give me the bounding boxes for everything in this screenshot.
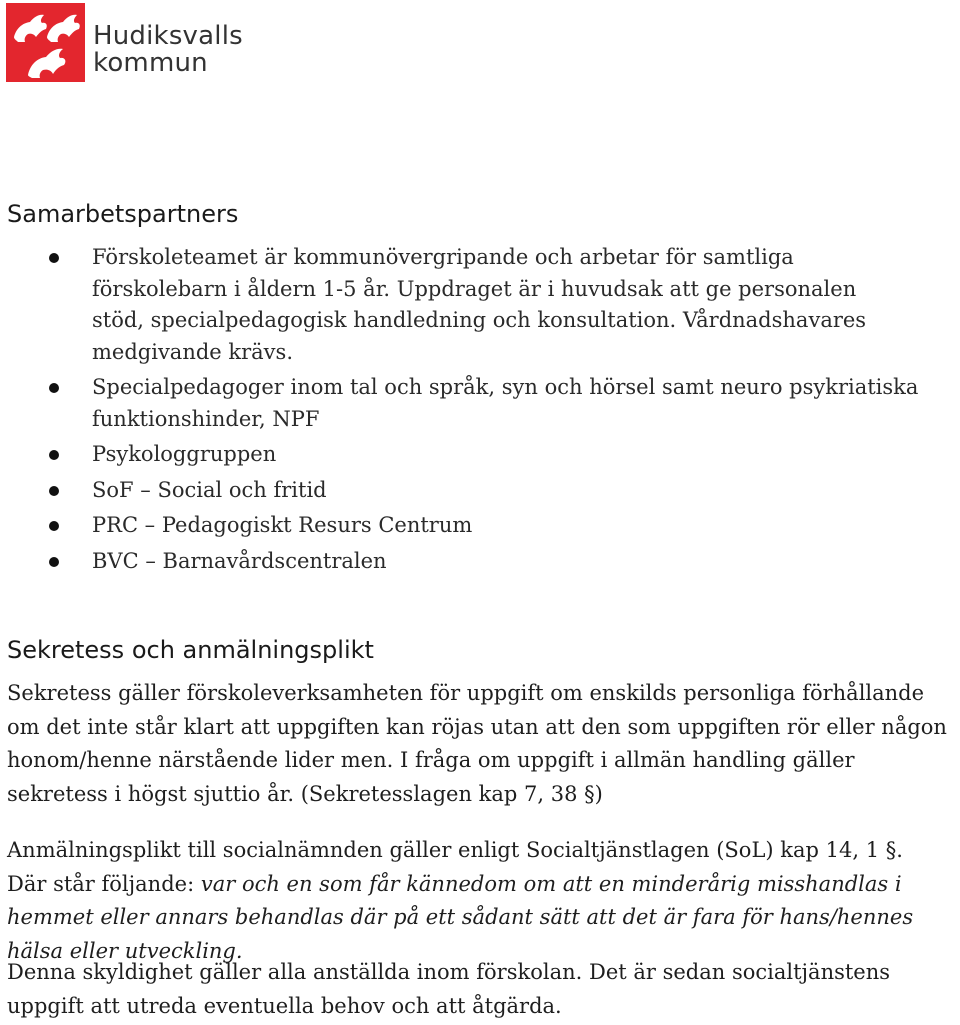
bullet-icon xyxy=(49,521,59,531)
bullet-icon xyxy=(49,486,59,496)
municipality-wordmark xyxy=(93,23,243,77)
goat-emblem-icon xyxy=(6,3,85,82)
bullet-icon xyxy=(49,557,59,567)
list-item: PRC – Pedagogiskt Resurs Centrum xyxy=(0,510,960,542)
law-quote: var och en som får kännedom om att en minderårig misshandlas i hemmet eller annars behandlas där på ett sådant sätt att det är fara för hans/hennes hälsa eller utveckling. xyxy=(7,871,914,963)
list-item: Förskoleteamet är kommunövergripande och arbetar för samtliga förskolebarn i åldern 1-5 år. Uppdraget är i huvudsak att ge personalen stöd, specialpedagogisk handledning och konsultation. Vårdnadshavares medgivande krävs. xyxy=(0,242,872,368)
list-item: BVC – Barnavårdscentralen xyxy=(0,546,960,578)
logo-line-1: Hudiksvalls xyxy=(93,21,243,51)
quote-prefix: Där står följande: xyxy=(7,871,201,896)
anmalningsplikt-sentence: Anmälningsplikt till socialnämnden gäller enligt Socialtjänstlagen (SoL) kap 14, 1 §. xyxy=(7,838,903,862)
list-item: Specialpedagoger inom tal och språk, syn och hörsel samt neuro psykriatiska funktionshinder, NPF xyxy=(0,372,960,435)
heading-sekretess: Sekretess och anmälningsplikt xyxy=(7,636,374,664)
logo-line-2: kommun xyxy=(93,48,208,78)
paragraph-anmalningsplikt xyxy=(7,834,957,968)
list-item: SoF – Social och fritid xyxy=(0,475,960,507)
paragraph-skyldighet: Denna skyldighet gäller alla anställda inom förskolan. Det är sedan socialtjänstens uppgift att utreda eventuella behov och att åtgärda. xyxy=(7,960,891,1018)
bullet-icon xyxy=(49,450,59,460)
partner-list xyxy=(0,242,960,577)
municipality-logo xyxy=(6,3,243,82)
bullet-icon xyxy=(49,383,59,393)
list-item: Psykologgruppen xyxy=(0,439,960,471)
heading-samarbetspartners: Samarbetspartners xyxy=(7,200,239,228)
paragraph-sekretess: Sekretess gäller förskoleverksamheten för uppgift om enskilds personliga förhållande om det inte står klart att uppgiften kan röjas utan att den som uppgiften rör eller någon honom/henne närstående lider men. I fråga om uppgift i allmän handling gäller sekretess i högst sjuttio år. (Sekretesslagen kap 7, 38 §) xyxy=(7,681,947,806)
bullet-icon xyxy=(49,253,59,263)
